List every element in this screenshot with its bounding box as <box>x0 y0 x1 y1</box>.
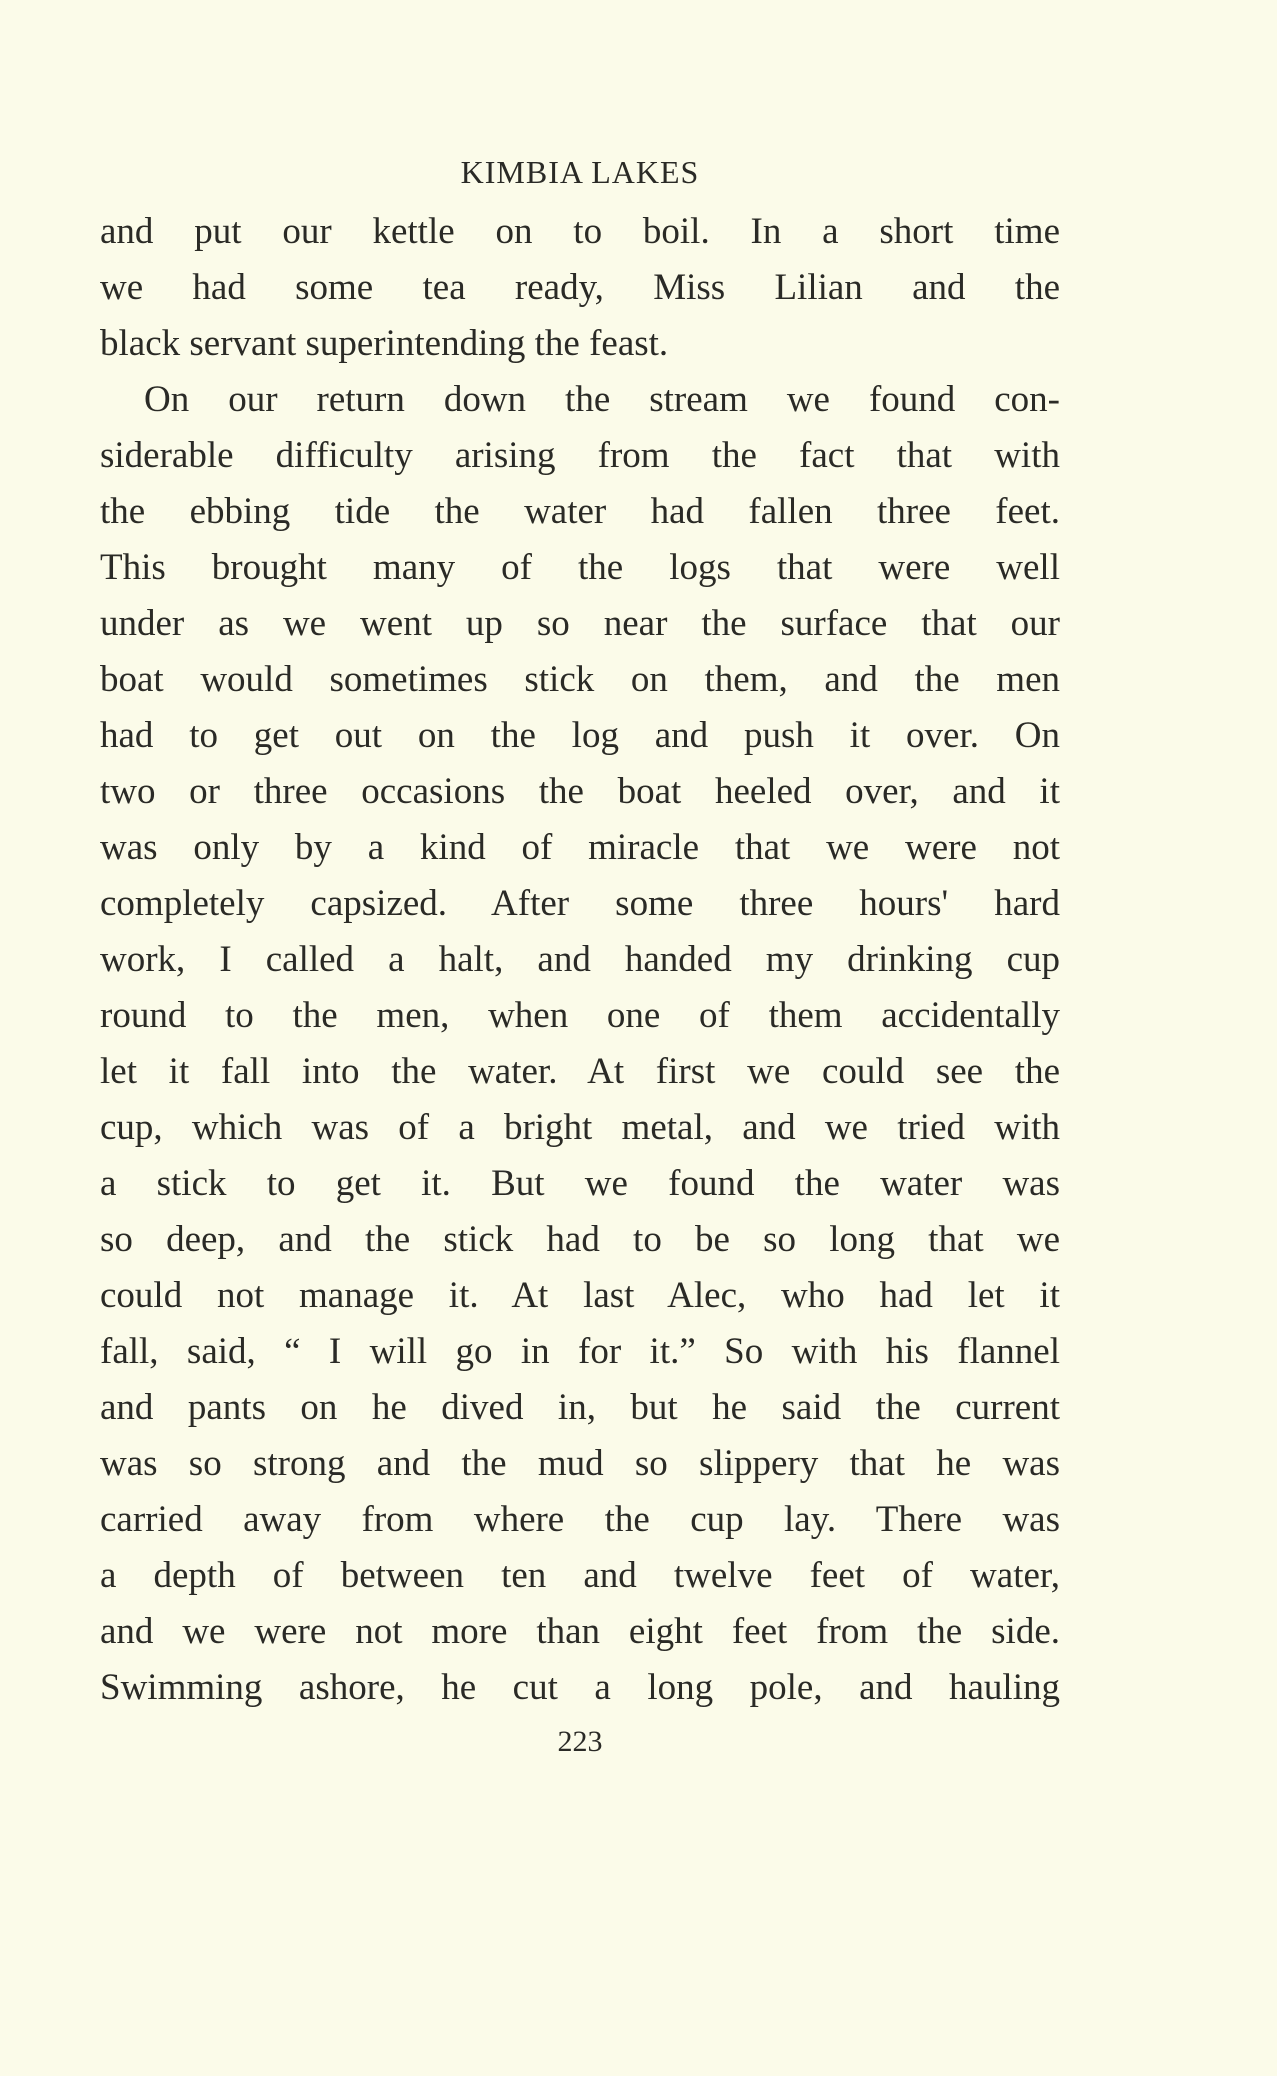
page-number: 223 <box>557 1725 603 1758</box>
text-line: and pants on he dived in, but he said the current <box>100 1387 1060 1428</box>
text-line: carried away from where the cup lay. There was <box>100 1499 1060 1540</box>
text-line: was so strong and the mud so slippery that he was <box>100 1443 1060 1484</box>
text-line: a stick to get it. But we found the water was <box>100 1163 1060 1204</box>
text-line: a depth of between ten and twelve feet of water, <box>100 1555 1060 1596</box>
text-line: let it fall into the water. At first we could see the <box>100 1051 1060 1092</box>
text-line: black servant superintending the feast. <box>100 323 669 364</box>
text-line: Swimming ashore, he cut a long pole, and hauling <box>100 1667 1060 1708</box>
body-text <box>100 204 1060 1716</box>
text-line: and we were not more than eight feet from the side. <box>100 1611 1060 1652</box>
paragraph-first-line: On our return down the stream we found con- <box>144 379 1060 420</box>
text-line: cup, which was of a bright metal, and we tried with <box>100 1107 1060 1148</box>
text-line: This brought many of the logs that were well <box>100 547 1060 588</box>
text-line: the ebbing tide the water had fallen three feet. <box>100 491 1060 532</box>
text-line: could not manage it. At last Alec, who had let it <box>100 1275 1060 1316</box>
text-line: two or three occasions the boat heeled over, and it <box>100 771 1060 812</box>
text-line: round to the men, when one of them accidentally <box>100 995 1060 1036</box>
text-line: we had some tea ready, Miss Lilian and the <box>100 267 1060 308</box>
text-line: boat would sometimes stick on them, and the men <box>100 659 1060 700</box>
text-line: completely capsized. After some three hours' hard <box>100 883 1060 924</box>
text-line: had to get out on the log and push it over. On <box>100 715 1060 756</box>
text-line: and put our kettle on to boil. In a short time <box>100 211 1060 252</box>
text-line: siderable difficulty arising from the fact that with <box>100 435 1060 476</box>
running-head: KIMBIA LAKES <box>460 154 700 190</box>
text-line: was only by a kind of miracle that we were not <box>100 827 1060 868</box>
text-line: fall, said, “ I will go in for it.” So with his flannel <box>100 1331 1060 1372</box>
text-line: so deep, and the stick had to be so long that we <box>100 1219 1060 1260</box>
text-line: work, I called a halt, and handed my drinking cup <box>100 939 1060 980</box>
text-line: under as we went up so near the surface that our <box>100 603 1060 644</box>
